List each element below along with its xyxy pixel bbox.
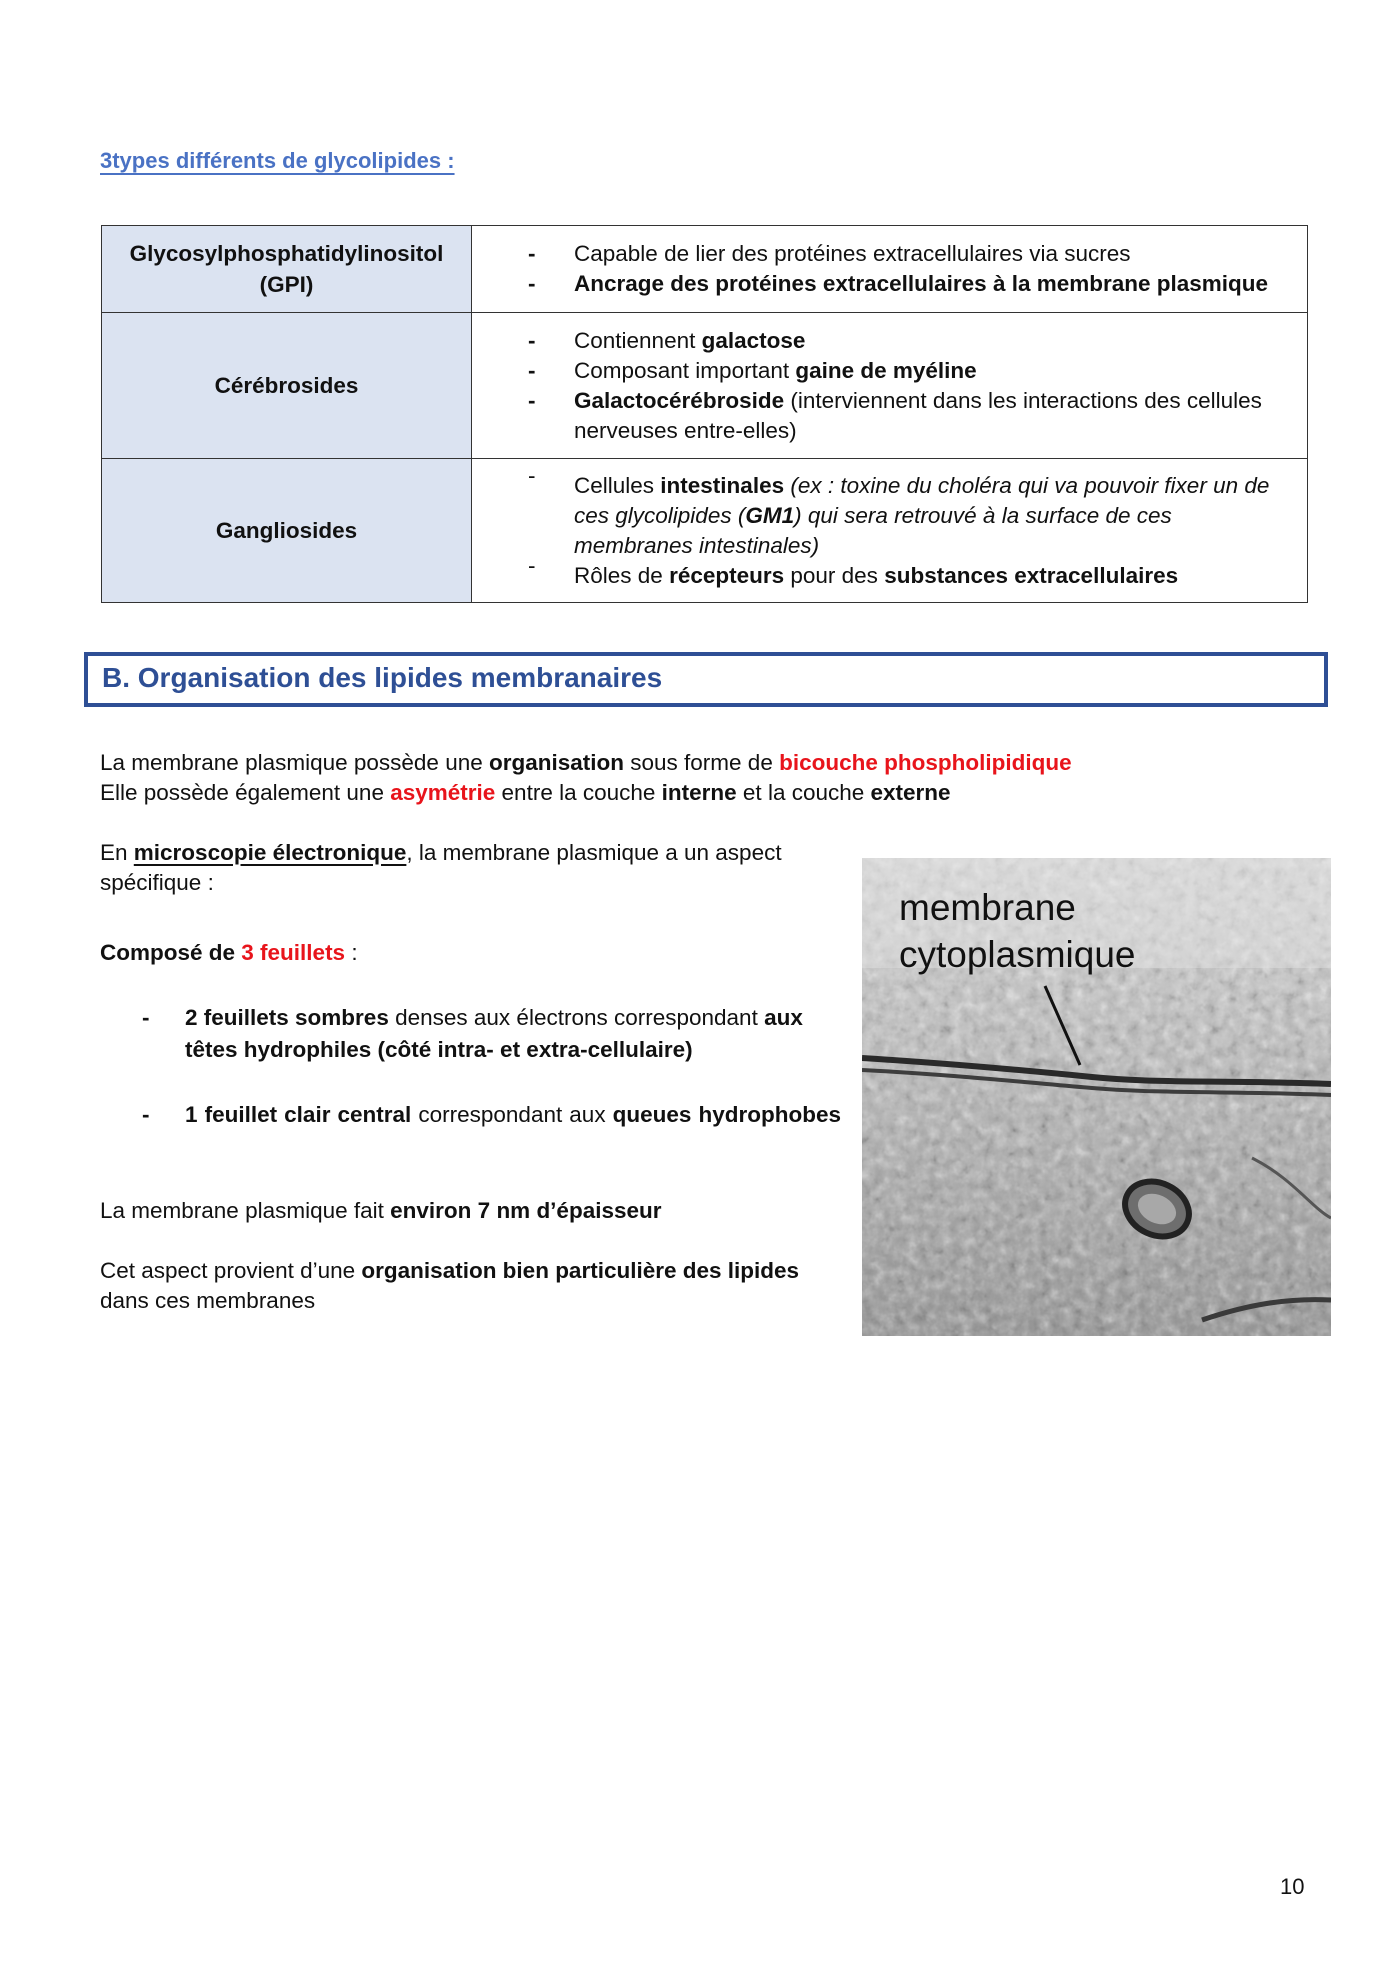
list-item: - Ancrage des protéines extracellulaires à la membrane plasmique (472, 269, 1285, 299)
origin-paragraph: Cet aspect provient d’une organisation bien particulière des lipides dans ces membranes (100, 1258, 800, 1313)
section-subtitle: 3types différents de glycolipides : (100, 148, 455, 173)
micrograph-label-line-2: cytoplasmique (899, 934, 1136, 975)
table-row (102, 459, 1308, 603)
page-number: 10 (1280, 1874, 1305, 1899)
thickness-line: La membrane plasmique fait environ 7 nm d’épaisseur (100, 1198, 662, 1223)
feuillets-list (100, 1002, 841, 1164)
section-title: B. Organisation des lipides membranaires (102, 662, 663, 693)
gpi-list (472, 239, 1285, 299)
row-name-gpi: Glycosylphosphatidylinositol (GPI) (102, 226, 472, 313)
table-row (102, 313, 1308, 459)
gangliosides-list (472, 471, 1285, 591)
composed-line: Composé de 3 feuillets : (100, 940, 358, 965)
list-item: - Cellules intestinales (ex : toxine du choléra qui va pouvoir fixer un de ces glycolipides (GM1) qui sera retrouvé à la surface de ces membranes intestinales) (472, 471, 1285, 561)
list-item: - Galactocérébroside (interviennent dans les interactions des cellules nerveuses entre-elles) (472, 386, 1285, 446)
list-item: - 2 feuillets sombres denses aux électrons correspondant aux têtes hydrophiles (côté intra- et extra-cellulaire) (100, 1002, 841, 1066)
list-item: - Composant important gaine de myéline (472, 356, 1285, 386)
micrograph-label-line-1: membrane (899, 887, 1076, 928)
row-name-cerebrosides: Cérébrosides (102, 313, 472, 459)
cerebrosides-list (472, 326, 1285, 446)
intro-line-1: La membrane plasmique possède une organisation sous forme de bicouche phospholipidique (100, 750, 1072, 775)
list-item: - Capable de lier des protéines extracellulaires via sucres (472, 239, 1285, 269)
row-name-gangliosides: Gangliosides (102, 459, 472, 603)
glycolipid-table (101, 225, 1308, 603)
electron-micrograph (862, 858, 1331, 1336)
intro-line-2: Elle possède également une asymétrie entre la couche interne et la couche externe (100, 780, 951, 805)
list-item: - Rôles de récepteurs pour des substances extracellulaires (472, 561, 1285, 591)
table-row (102, 226, 1308, 313)
section-heading-box (84, 652, 1328, 707)
list-item: - 1 feuillet clair central correspondant aux queues hydrophobes (100, 1099, 841, 1131)
microscopy-paragraph: En microscopie électronique, la membrane plasmique a un aspect spécifique : (100, 840, 782, 895)
list-item: - Contiennent galactose (472, 326, 1285, 356)
